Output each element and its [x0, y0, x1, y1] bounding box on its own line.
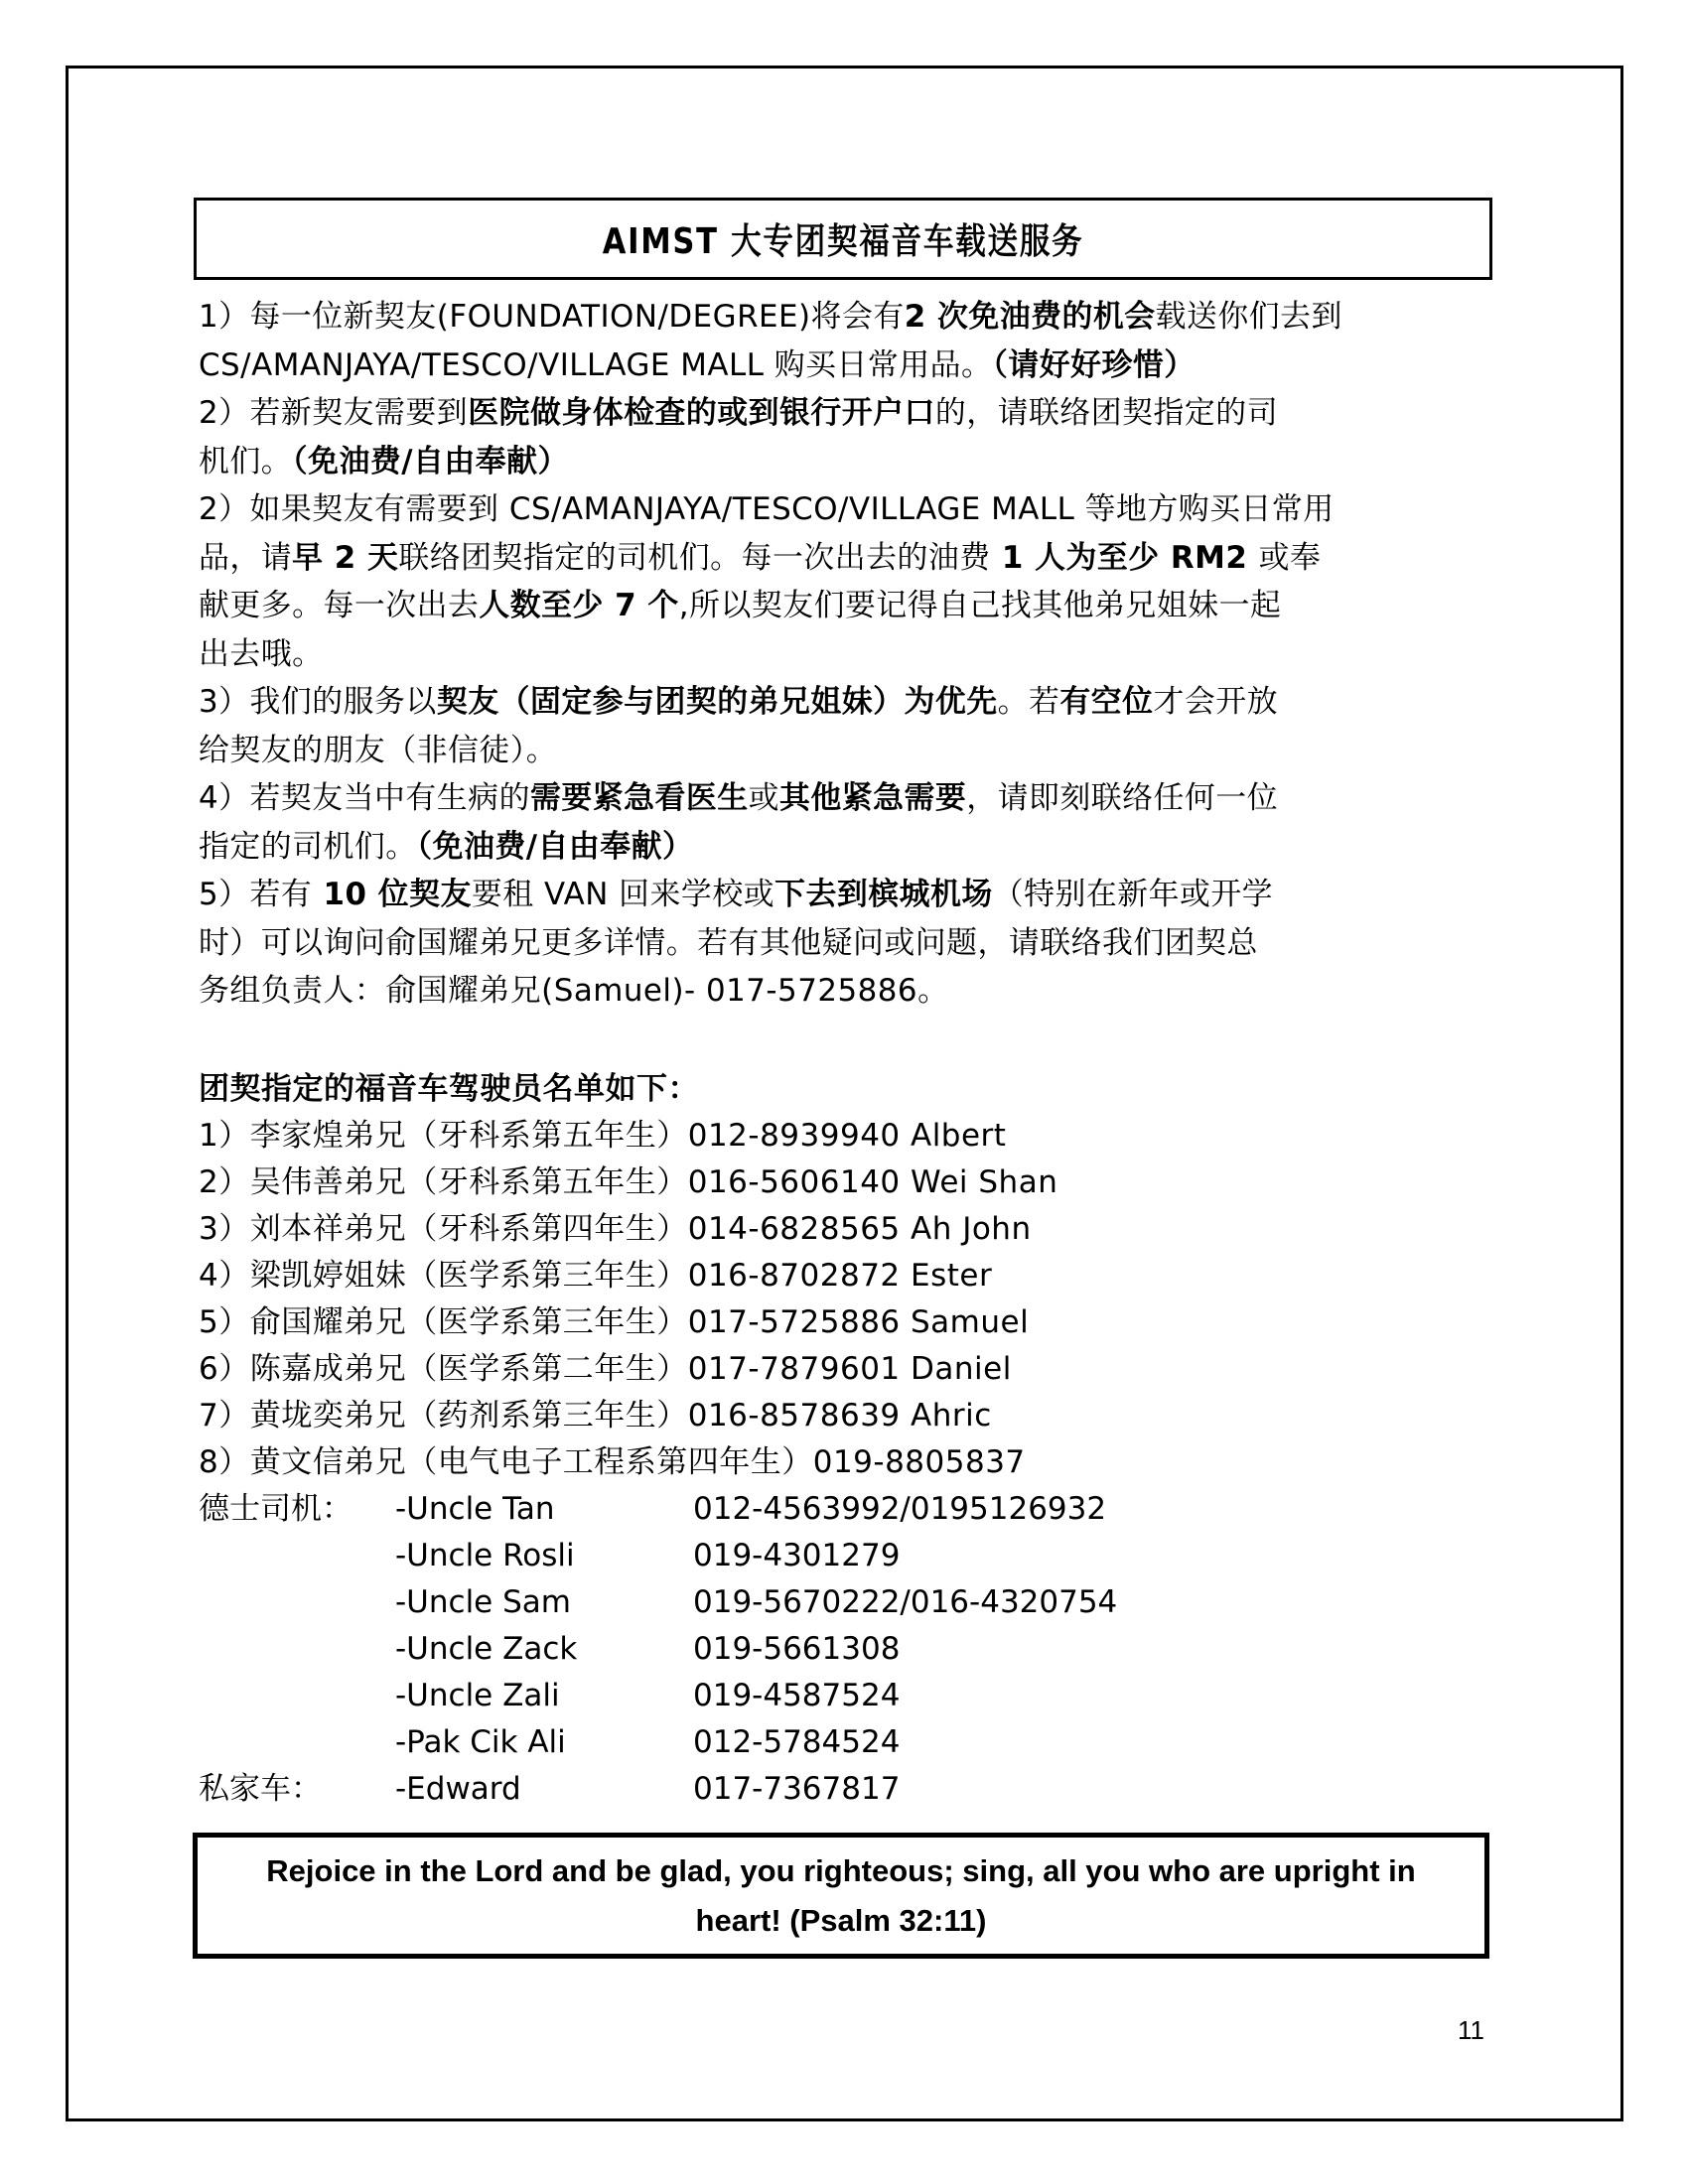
text-segment: 1）每一位新契友(FOUNDATION/DEGREE)将会有: [199, 299, 905, 335]
text-segment: 品，请: [199, 539, 293, 576]
driver-list-item: 3）刘本祥弟兄（牙科系第四年生）014-6828565 Ah John: [199, 1211, 1032, 1247]
bold-text-segment: （免油费/自由奉献）: [292, 443, 569, 479]
page-number: 11: [1458, 2015, 1484, 2045]
text-line: [199, 919, 1494, 968]
bold-text-segment: 医院做身体检查的或到银行开户口: [468, 395, 935, 431]
driver-phone: 012-4563992/0195126932: [693, 1491, 1107, 1527]
text-segment: 或: [748, 780, 779, 816]
text-segment: 要租 VAN 回来学校或: [471, 877, 775, 912]
driver-list-heading: 团契指定的福音车驾驶员名单如下：: [199, 1071, 699, 1107]
taxi-driver-row: [199, 1626, 1489, 1673]
bible-verse-box: [193, 1833, 1489, 1959]
text-line: [199, 678, 1494, 727]
driver-list-item: 2）吴伟善弟兄（牙科系第五年生）016-5606140 Wei Shan: [199, 1164, 1058, 1200]
text-segment: 2）如果契友有需要到 CS/AMANJAYA/TESCO/VILLAGE MALL 等地方购买日常用: [199, 491, 1335, 527]
text-segment: 献更多。每一次出去: [199, 588, 480, 623]
text-line: [199, 967, 1494, 1016]
text-segment: 出去哦。: [199, 635, 324, 672]
bold-text-segment: 有空位: [1059, 684, 1154, 720]
title-box: [194, 198, 1492, 280]
driver-phone: 019-5661308: [693, 1631, 901, 1667]
driver-name: -Pak Cik Ali: [395, 1724, 566, 1760]
text-line: [199, 823, 1494, 872]
text-segment: 3）我们的服务以: [199, 684, 437, 720]
driver-phone: 019-4301279: [693, 1538, 901, 1573]
text-segment: 或奉: [1258, 539, 1322, 576]
bold-text-segment: 契友（固定参与团契的弟兄姐妹）为优先: [436, 684, 998, 720]
driver-phone: 012-5784524: [693, 1724, 901, 1760]
taxi-driver-row: [199, 1486, 1489, 1533]
driver-phone: 017-7367817: [693, 1771, 901, 1807]
taxi-driver-row: [199, 1673, 1489, 1719]
driver-list-item: 8）黄文信弟兄（电气电子工程系第四年生）019-8805837: [199, 1444, 1026, 1480]
text-segment: 的，请联络团契指定的司: [934, 395, 1279, 431]
text-segment: 机们。: [199, 443, 293, 479]
text-line: [199, 871, 1494, 919]
text-line: [199, 630, 1494, 679]
driver-name: -Uncle Tan: [395, 1491, 555, 1527]
bible-verse: [211, 1846, 1472, 1946]
bold-text-segment: 1 人为至少 RM2: [990, 539, 1259, 576]
driver-list-item: 4）梁凯婷姐妹（医学系第三年生）016-8702872 Ester: [199, 1258, 993, 1294]
driver-list-item: 6）陈嘉成弟兄（医学系第二年生）017-7879601 Daniel: [199, 1351, 1012, 1387]
text-line: [199, 438, 1494, 486]
verse-line-2: heart! (Psalm 32:11): [695, 1902, 987, 1938]
text-segment: 5）若有: [199, 877, 313, 912]
text-segment: 载送你们去到: [1155, 299, 1342, 335]
text-line: [199, 389, 1494, 438]
driver-list-section: [199, 1066, 1489, 1813]
text-segment: CS/AMANJAYA/TESCO/VILLAGE MALL 购买日常用品。: [199, 346, 993, 383]
text-segment: 才会开放: [1153, 684, 1279, 720]
bold-text-segment: 人数至少 7 个: [479, 588, 679, 623]
text-line: [199, 727, 1494, 775]
driver-list-item: 5）俞国耀弟兄（医学系第三年生）017-5725886 Samuel: [199, 1304, 1030, 1340]
driver-phone: 019-4587524: [693, 1678, 901, 1713]
driver-name: -Edward: [395, 1771, 521, 1807]
driver-name: -Uncle Zali: [395, 1678, 560, 1713]
bold-text-segment: （请好好珍惜）: [992, 346, 1196, 383]
text-line: [199, 341, 1494, 390]
taxi-driver-row: [199, 1579, 1489, 1626]
service-rules: [199, 293, 1499, 1016]
bold-text-segment: 需要紧急看医生: [529, 780, 749, 816]
driver-name: -Uncle Sam: [395, 1584, 571, 1620]
driver-list-item: 7）黄垅奕弟兄（药剂系第三年生）016-8578639 Ahric: [199, 1398, 992, 1433]
text-line: [199, 534, 1494, 583]
text-segment: ,所以契友们要记得自己找其他弟兄姐妹一起: [678, 588, 1282, 623]
bold-text-segment: 2 次免油费的机会: [904, 299, 1156, 335]
private-car-label: 私家车：: [199, 1771, 322, 1807]
text-line: [199, 774, 1494, 823]
text-line: [199, 293, 1494, 341]
taxi-driver-list: [199, 1486, 1489, 1766]
page-title: AIMST 大专团契福音车载送服务: [602, 221, 1084, 262]
bold-text-segment: 早 2 天: [292, 539, 399, 576]
taxi-driver-row: [199, 1719, 1489, 1766]
text-segment: 指定的司机们。: [199, 828, 417, 865]
driver-phone: 019-5670222/016-4320754: [693, 1584, 1118, 1620]
text-segment: 联络团契指定的司机们。每一次出去的油费: [398, 539, 991, 576]
text-segment: 4）若契友当中有生病的: [199, 780, 530, 816]
text-segment: 时）可以询问俞国耀弟兄更多详情。若有其他疑问或问题，请联络我们团契总: [199, 924, 1258, 961]
bold-text-segment: 其他紧急需要: [778, 780, 967, 816]
taxi-driver-row: [199, 1533, 1489, 1579]
text-line: [199, 485, 1494, 534]
driver-name: -Uncle Rosli: [395, 1538, 575, 1573]
driver-list-item: 1）李家煌弟兄（牙科系第五年生）012-8939940 Albert: [199, 1118, 1007, 1154]
text-segment: 2）若新契友需要到: [199, 395, 469, 431]
bold-text-segment: （免油费/自由奉献）: [416, 828, 694, 865]
bold-text-segment: 10 位契友: [312, 877, 472, 912]
text-segment: 。若: [997, 684, 1060, 720]
taxi-label: 德士司机：: [199, 1491, 352, 1527]
driver-list: [199, 1113, 1489, 1486]
private-car-list: [199, 1766, 1489, 1813]
driver-name: -Uncle Zack: [395, 1631, 578, 1667]
text-segment: （特别在新年或开学: [992, 877, 1274, 912]
text-segment: 务组负责人：俞国耀弟兄(Samuel)- 017-5725886。: [199, 973, 949, 1009]
text-segment: 给契友的朋友（非信徒）。: [199, 732, 558, 768]
private-driver-row: [199, 1766, 1489, 1813]
text-segment: ，请即刻联络任何一位: [966, 780, 1279, 816]
text-line: [199, 582, 1494, 630]
bold-text-segment: 下去到槟城机场: [774, 877, 993, 912]
verse-line-1: Rejoice in the Lord and be glad, you righteous; sing, all you who are upright in: [266, 1852, 1416, 1888]
